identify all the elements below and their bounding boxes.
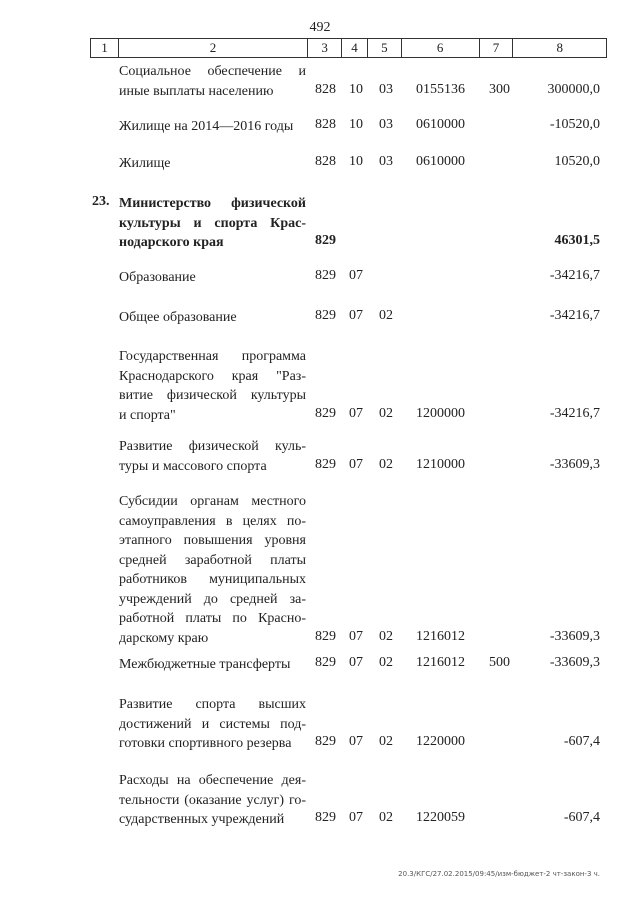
cell-c3: 829 bbox=[315, 233, 336, 248]
cell-c8: 10520,0 bbox=[554, 154, 600, 169]
cell-c6: 1220000 bbox=[416, 734, 465, 749]
page-number: 492 bbox=[309, 20, 331, 35]
cell-c3: 829 bbox=[315, 456, 336, 472]
cell-c3: 829 bbox=[315, 655, 336, 670]
cell-c4: 07 bbox=[349, 268, 363, 283]
cell-c3: 829 bbox=[315, 405, 336, 421]
cell-c3: 828 bbox=[315, 154, 336, 169]
cell-c5: 02 bbox=[379, 405, 393, 421]
cell-c7: 500 bbox=[489, 655, 510, 670]
description-line: Жилище bbox=[119, 156, 171, 171]
description-line: сударственных учреждений bbox=[119, 812, 285, 827]
cell-c4: 10 bbox=[349, 154, 363, 169]
cell-c4: 07 bbox=[349, 655, 363, 670]
cell-c6: 1216012 bbox=[416, 628, 465, 644]
description-line: иные выплаты населению bbox=[119, 83, 274, 99]
cell-c4: 07 bbox=[349, 308, 363, 323]
cell-c8: -33609,3 bbox=[549, 456, 600, 472]
description-line: Социальное обеспечение и bbox=[119, 64, 306, 79]
cell-c6: 1216012 bbox=[416, 655, 465, 670]
cell-c4: 07 bbox=[349, 628, 363, 644]
description-line: средней заработной платы bbox=[119, 552, 306, 568]
header-col-5: 5 bbox=[368, 39, 402, 57]
cell-c4: 10 bbox=[349, 117, 363, 132]
row-description bbox=[119, 154, 306, 174]
description-line: Развитие спорта высших bbox=[119, 697, 306, 712]
table-header bbox=[90, 38, 607, 58]
description-line: нодарского края bbox=[119, 235, 224, 250]
header-col-1: 1 bbox=[91, 39, 119, 57]
description-line: самоуправления в целях по- bbox=[119, 513, 306, 529]
cell-c5: 02 bbox=[379, 628, 393, 644]
description-line: дарскому краю bbox=[119, 630, 209, 646]
description-line: Расходы на обеспечение дея- bbox=[119, 773, 306, 788]
header-col-3: 3 bbox=[308, 39, 342, 57]
description-line: витие физической культуры bbox=[119, 388, 306, 403]
cell-c3: 829 bbox=[315, 268, 336, 283]
cell-c3: 829 bbox=[315, 628, 336, 644]
description-line: культуры и спорта Крас- bbox=[119, 215, 306, 231]
cell-c6: 1200000 bbox=[416, 405, 465, 421]
cell-c5: 02 bbox=[379, 456, 393, 472]
row-description bbox=[119, 268, 306, 288]
cell-c6: 1220059 bbox=[416, 810, 465, 825]
cell-c8: -34216,7 bbox=[549, 268, 600, 283]
row-description bbox=[119, 62, 306, 101]
cell-c6: 1210000 bbox=[416, 456, 465, 472]
row-description bbox=[119, 695, 306, 754]
cell-c6: 0610000 bbox=[416, 154, 465, 169]
cell-c8: -607,4 bbox=[563, 734, 600, 749]
cell-c5: 02 bbox=[379, 308, 393, 323]
header-col-8: 8 bbox=[556, 40, 563, 55]
cell-c6: 0610000 bbox=[416, 117, 465, 132]
cell-c5: 03 bbox=[379, 81, 393, 97]
cell-c3: 828 bbox=[315, 117, 336, 132]
description-line: и спорта" bbox=[119, 407, 176, 423]
row-description bbox=[119, 437, 306, 476]
row-description bbox=[119, 308, 306, 328]
header-col-4: 4 bbox=[342, 39, 368, 57]
cell-c3: 829 bbox=[315, 810, 336, 825]
cell-c6: 0155136 bbox=[416, 81, 465, 97]
description-line: Субсидии органам местного bbox=[119, 494, 306, 509]
description-line: Образование bbox=[119, 270, 196, 285]
cell-c8: -34216,7 bbox=[549, 405, 600, 421]
description-line: туры и массового спорта bbox=[119, 458, 267, 474]
description-line: Министерство физической bbox=[119, 196, 306, 211]
cell-c7: 300 bbox=[489, 81, 510, 97]
cell-c4: 07 bbox=[349, 810, 363, 825]
row-description bbox=[119, 194, 306, 253]
description-line: тельности (оказание услуг) го- bbox=[119, 792, 306, 808]
description-line: Развитие физической куль- bbox=[119, 439, 306, 454]
cell-c8: -607,4 bbox=[563, 810, 600, 825]
cell-c8: 46301,5 bbox=[554, 233, 600, 248]
description-line: Межбюджетные трансферты bbox=[119, 657, 291, 672]
cell-c5: 02 bbox=[379, 734, 393, 749]
cell-c8: -33609,3 bbox=[549, 628, 600, 644]
header-col-7: 7 bbox=[480, 39, 514, 57]
cell-c4: 07 bbox=[349, 734, 363, 749]
description-line: достижений и системы под- bbox=[119, 716, 306, 732]
row-description bbox=[119, 655, 306, 675]
cell-c8: -34216,7 bbox=[549, 308, 600, 323]
cell-c8: 300000,0 bbox=[547, 81, 600, 97]
cell-c8: -33609,3 bbox=[549, 655, 600, 670]
cell-c3: 829 bbox=[315, 308, 336, 323]
cell-c3: 829 bbox=[315, 734, 336, 749]
description-line: работников муниципальных bbox=[119, 572, 306, 587]
description-line: готовки спортивного резерва bbox=[119, 736, 292, 751]
footer-stamp: 20.3/КГС/27.02.2015/09:45/изм-бюджет-2 чт-закон-3 ч. bbox=[398, 870, 600, 878]
description-line: этапного повышения уровня bbox=[119, 533, 306, 548]
cell-c5: 03 bbox=[379, 154, 393, 169]
header-col-6: 6 bbox=[402, 39, 480, 57]
row-description bbox=[119, 347, 306, 425]
cell-c4: 10 bbox=[349, 81, 363, 97]
description-line: учреждений до средней за- bbox=[119, 591, 306, 607]
row-description bbox=[119, 492, 306, 648]
description-line: работной платы по Красно- bbox=[119, 611, 306, 626]
cell-c5: 02 bbox=[379, 810, 393, 825]
description-line: Общее образование bbox=[119, 310, 237, 325]
cell-c4: 07 bbox=[349, 405, 363, 421]
cell-c5: 03 bbox=[379, 117, 393, 132]
description-line: Государственная программа bbox=[119, 349, 306, 364]
cell-c5: 02 bbox=[379, 655, 393, 670]
description-line: Жилище на 2014—2016 годы bbox=[119, 119, 294, 134]
section-number: 23. bbox=[92, 194, 110, 209]
header-col-2: 2 bbox=[119, 39, 308, 57]
cell-c3: 828 bbox=[315, 81, 336, 97]
description-line: Краснодарского края "Раз- bbox=[119, 368, 306, 384]
row-description bbox=[119, 117, 306, 137]
row-description bbox=[119, 771, 306, 830]
cell-c8: -10520,0 bbox=[549, 117, 600, 132]
cell-c4: 07 bbox=[349, 456, 363, 472]
